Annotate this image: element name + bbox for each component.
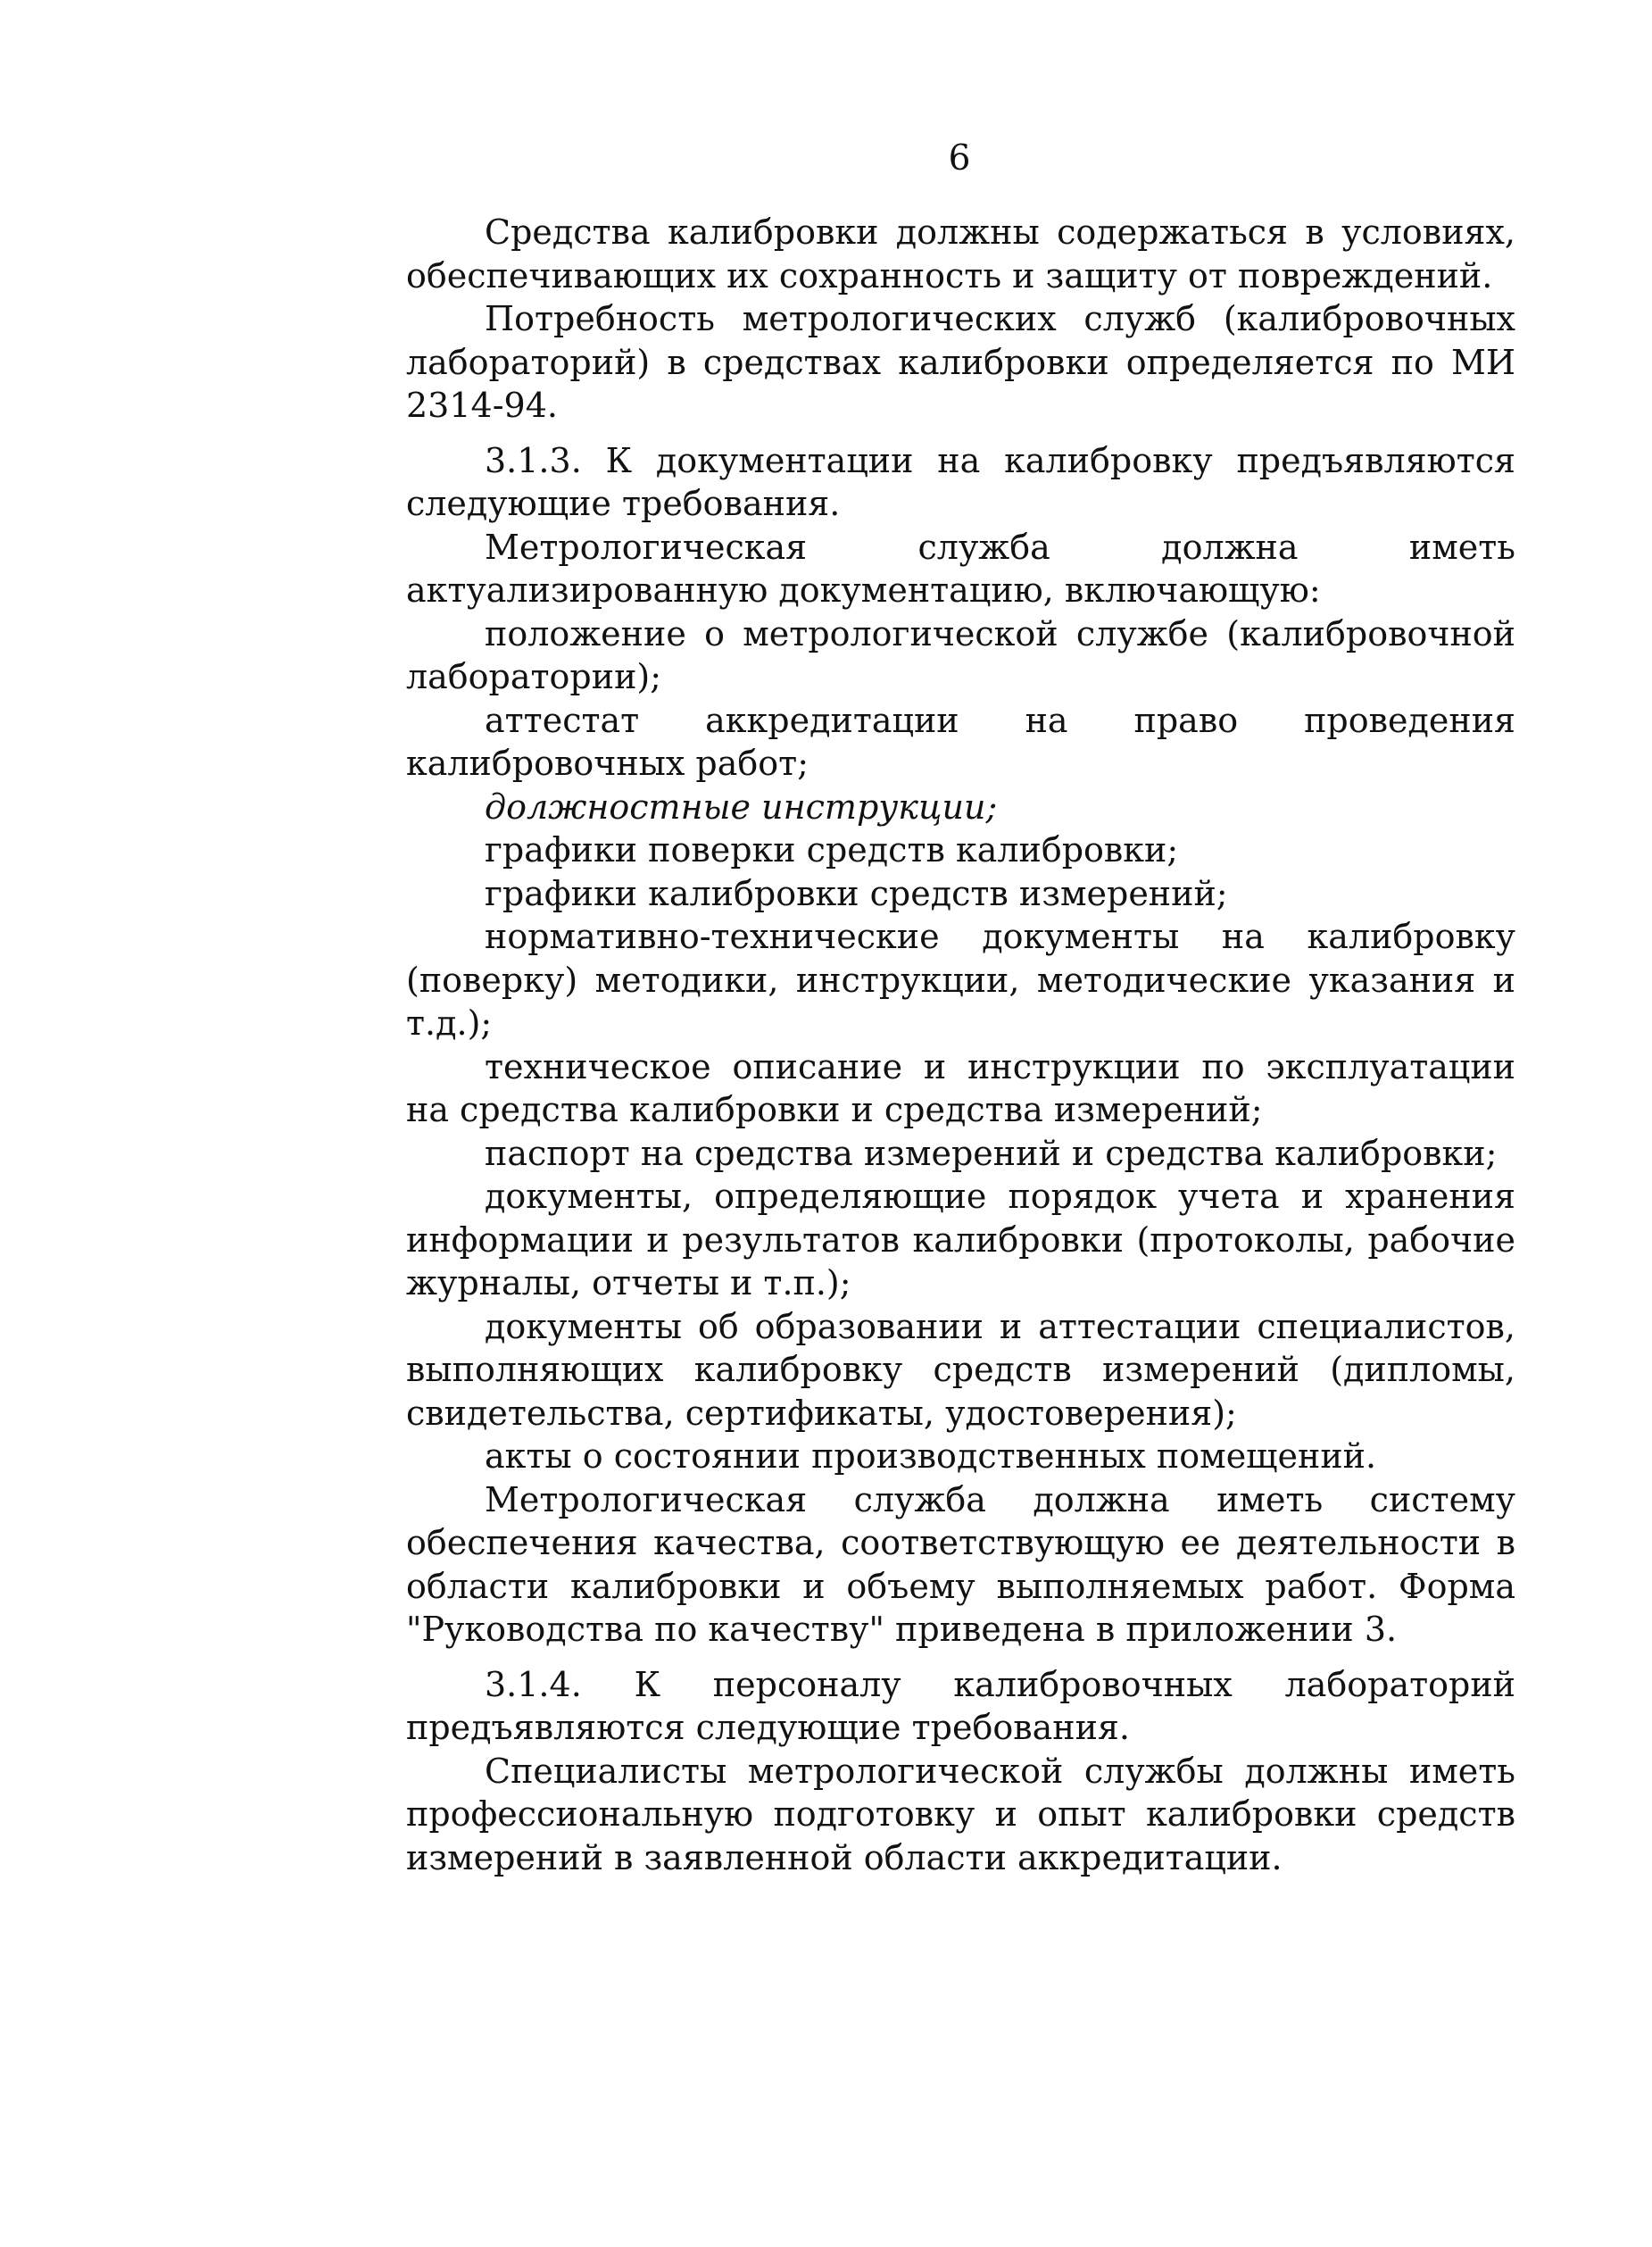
- paragraph-section-3-1-4: 3.1.4. К персоналу калибровочных лабораторий предъявляются следующие требования.: [406, 1664, 1515, 1747]
- list-item-accreditation-certificate: аттестат аккредитации на право проведения калибровочных работ;: [406, 700, 1515, 783]
- paragraph-specialists-training: Специалисты метрологической службы должны иметь профессиональную подготовку и опыт калибровки средств измерений в заявленной области аккредитации.: [406, 1751, 1515, 1877]
- paragraph-documentation-intro: Метрологическая служба должна иметь актуализированную документацию, включающую:: [406, 527, 1515, 610]
- paragraph-quality-system: Метрологическая служба должна иметь систему обеспечения качества, соответствующую ее деятельности в области калибровки и объему выполняемых работ. Форма "Руководства по качеству" приведена в приложении 3.: [406, 1479, 1515, 1649]
- paragraph-storage-conditions: Средства калибровки должны содержаться в условиях, обеспечивающих их сохранность и защиту от повреждений.: [406, 212, 1515, 295]
- list-item-premises-acts: акты о состоянии производственных помещений.: [485, 1436, 1377, 1476]
- list-item-regulation: положение о метрологической службе (калибровочной лаборатории);: [406, 613, 1515, 696]
- paragraph-calibration-needs: Потребность метрологических служб (калибровочных лабораторий) в средствах калибровки определяется по МИ 2314-94.: [406, 299, 1515, 425]
- list-item-passport: паспорт на средства измерений и средства калибровки;: [485, 1133, 1498, 1173]
- list-item-job-instructions: должностные инструкции;: [485, 786, 998, 827]
- list-item-technical-description: техническое описание и инструкции по эксплуатации на средства калибровки и средства измерений;: [406, 1046, 1515, 1129]
- list-item-normative-documents: нормативно-технические документы на калибровку (поверку) методики, инструкции, методические указания и т.д.);: [406, 917, 1515, 1043]
- list-item-calibration-schedules: графики калибровки средств измерений;: [485, 873, 1228, 913]
- body-text: [406, 211, 1515, 1879]
- page-number: 6: [948, 138, 971, 179]
- list-item-verification-schedules: графики поверки средств калибровки;: [485, 830, 1179, 870]
- paragraph-section-3-1-3: 3.1.3. К документации на калибровку предъявляются следующие требования.: [406, 440, 1515, 523]
- list-item-education-documents: документы об образовании и аттестации специалистов, выполняющих калибровку средств измерений (дипломы, свидетельства, сертификаты, удостоверения);: [406, 1306, 1515, 1433]
- list-item-records-documents: документы, определяющие порядок учета и хранения информации и результатов калибровки (протоколы, рабочие журналы, отчеты и т.п.);: [406, 1177, 1515, 1302]
